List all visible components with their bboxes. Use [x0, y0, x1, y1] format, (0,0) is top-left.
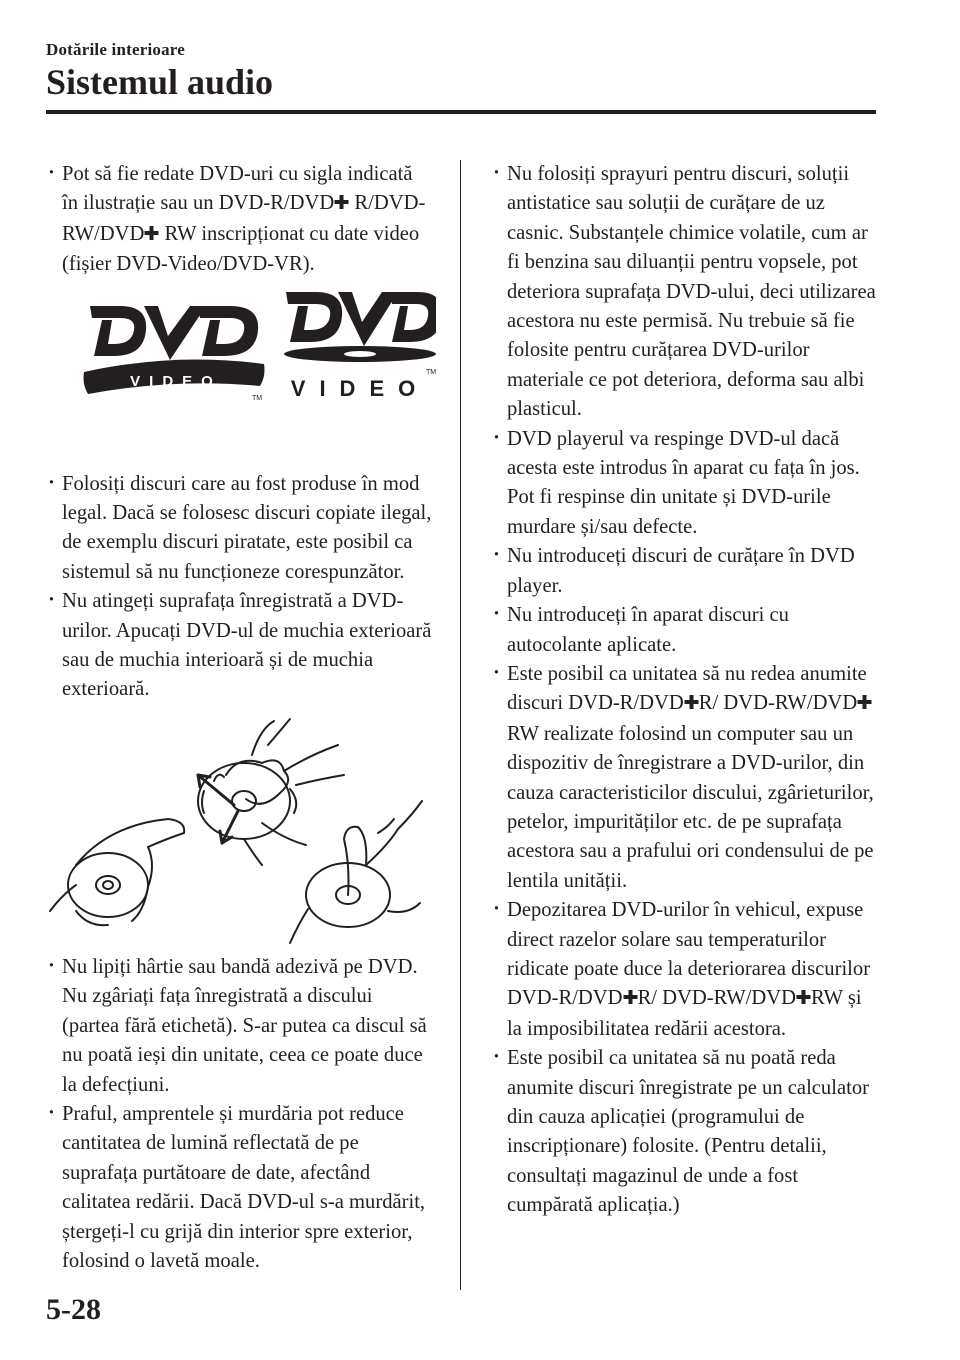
- dvd-video-logo-icon: [80, 294, 270, 404]
- left-column: [48, 160, 436, 1276]
- disc-handling-illustration-icon: [48, 715, 433, 947]
- bullet-text: RW inscripționat cu date video (fișier DVD-Video/DVD-VR).: [62, 222, 420, 276]
- dvd-logo-row: [48, 286, 436, 466]
- svg-text:VIDEO: VIDEO: [290, 375, 430, 401]
- column-divider: [460, 160, 461, 1290]
- right-column: [493, 160, 878, 1221]
- bullet-item: · Nu folosiți sprayuri pentru discuri, soluții antistatice sau soluții de curățare de uz casnic. Substanțele chimice volatile, cum ar fi benzina sau diluanții pentru vopsele, pot deteriora suprafața DVD-ului, deci utilizarea acestora nu este permisă. Nu trebuie să fie folosite pentru curățarea DVD-urilor materiale ce pot deteriora, deforma sau albi plasticul.: [493, 160, 878, 425]
- bullet-item: · Praful, amprentele și murdăria pot reduce cantitatea de lumină reflectată de pe suprafața purtătoare de date, afectând calitatea redării. Dacă DVD-ul s-a murdărit, ștergeți-l cu grijă din interior spre exterior, folosind o lavetă moale.: [48, 1100, 433, 1276]
- bullet-text: Este posibil ca unitatea să nu redea anumite discuri DVD-R/DVD: [507, 662, 867, 715]
- bullet-item: · Nu lipiți hârtie sau bandă adezivă pe DVD. Nu zgâriați fața înregistrată a discului (partea fără etichetă). S-ar putea ca discul să nu poată ieși din unitate, ceea ce poate duce la defecțiuni.: [48, 953, 433, 1100]
- section-kicker: Dotările interioare: [46, 40, 185, 59]
- svg-text:VIDEO: VIDEO: [130, 372, 222, 390]
- left-bullet-list: [48, 160, 433, 280]
- plus-icon: [144, 221, 159, 250]
- bullet-item: · Folosiți discuri care au fost produse în mod legal. Dacă se folosesc discuri copiate ilegal, de exemplu discuri piratate, este posibil ca sistemul să nu funcționeze corespunzător.: [48, 470, 433, 588]
- page-header: [46, 40, 876, 102]
- plus-icon: [796, 985, 811, 1014]
- bullet-text: R/ DVD-RW/DVD: [698, 692, 858, 715]
- plus-icon: [334, 190, 349, 219]
- bullet-item: · Nu introduceți discuri de curățare în DVD player.: [493, 542, 878, 601]
- bullet-text: RW realizate folosind un computer sau un dispozitiv de înregistrare a DVD-urilor, din cauza caracteristicilor discului, zgârieturilor, petelor, impurităților etc. de pe suprafața acestora sau a prafului ori condensului de pe lentila unității.: [507, 722, 874, 892]
- bullet-text: Pot să fie redate DVD-uri cu sigla indicată în ilustrație sau un DVD-R/DVD: [62, 163, 413, 215]
- bullet-item: [48, 160, 433, 280]
- right-bullet-list: [493, 160, 878, 1221]
- bullet-item: [493, 660, 878, 896]
- cloth-wiping-icon: [198, 719, 344, 865]
- left-bullet-list-2: [48, 470, 433, 705]
- bullet-item: · Este posibil ca unitatea să nu poată reda anumite discuri înregistrate pe un calculator din cauza aplicației (programului de inscripționare) folosite. (Pentru detalii, consultați magazinul de unde a fost cumpărată aplicația.): [493, 1044, 878, 1220]
- header-rule: [46, 110, 876, 114]
- bullet-text: RW și la imposibilitatea redării acestora.: [507, 987, 862, 1040]
- plus-icon: [684, 690, 699, 719]
- bullet-text: R/ DVD-RW/DVD: [637, 987, 797, 1010]
- bullet-item: · Nu atingeți suprafața înregistrată a DVD-urilor. Apucați DVD-ul de muchia exterioară sau de muchia interioară și de muchia exterioară.: [48, 587, 433, 705]
- left-bullet-list-3: [48, 953, 433, 1276]
- bullet-item: · Nu introduceți în aparat discuri cu autocolante aplicate.: [493, 601, 878, 660]
- svg-text:TM: TM: [426, 368, 436, 376]
- bullet-item: · DVD playerul va respinge DVD-ul dacă acesta este introdus în aparat cu fața în jos. Pot fi respinse din unitate și DVD-urile murdare și/sau defecte.: [493, 425, 878, 543]
- page-title: Sistemul audio: [46, 62, 274, 102]
- svg-text:TM: TM: [252, 394, 263, 402]
- bullet-item: [493, 896, 878, 1044]
- bullet-text: R/DVD-RW/DVD: [62, 192, 426, 245]
- bullet-text: Depozitarea DVD-urilor în vehicul, expuse direct razelor solare sau temperaturilor ridicate poate duce la deteriorarea discurilor DVD-R/DVD: [507, 899, 871, 1010]
- right-hand-icon: [290, 801, 422, 943]
- left-hand-icon: [50, 819, 184, 925]
- plus-icon: [857, 690, 872, 719]
- page-number: 5-28: [46, 1293, 101, 1326]
- plus-icon: [623, 985, 638, 1014]
- dvd-video-logo-icon: [276, 286, 436, 406]
